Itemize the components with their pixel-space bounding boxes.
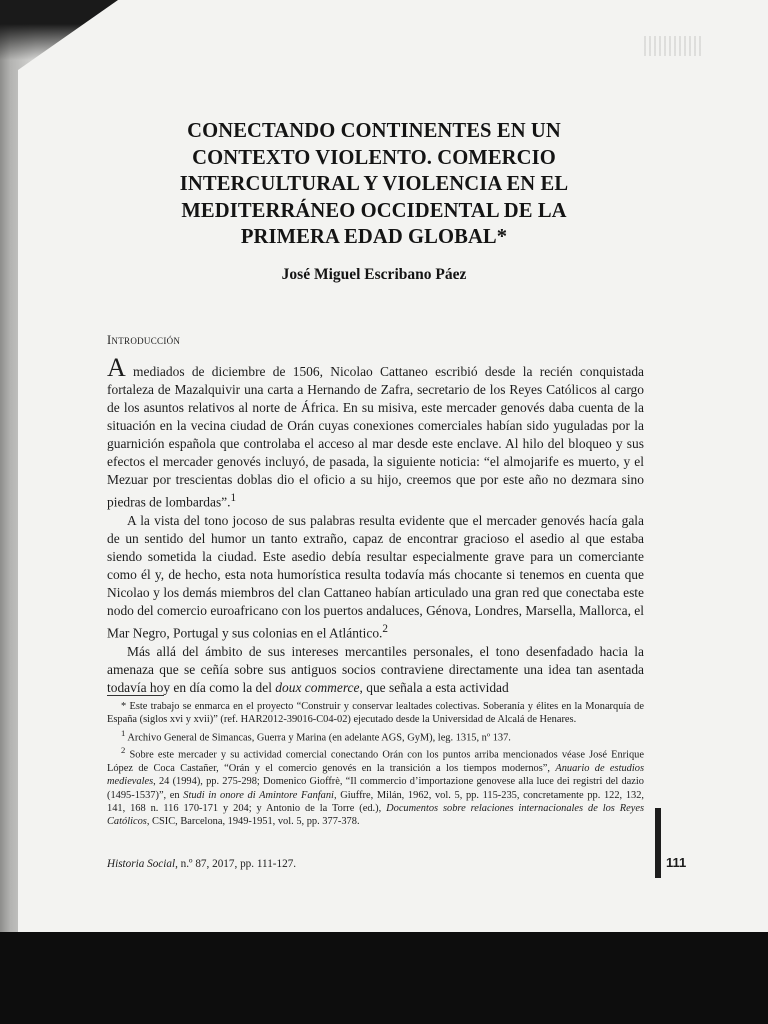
footnote-star: * Este trabajo se enmarca en el proyecto “Construir y conservar lealtades colectivas. Soberanía y élites en la Monarquía de España (siglos xvi y xvii)” (ref. HAR2012-39016-C04-02) ejecutado desde la Universidad de Alcalá de Henares. (107, 701, 644, 726)
footnote-ref-2[interactable]: 2 (382, 623, 389, 636)
article-author: José Miguel Escribano Páez (281, 266, 467, 283)
footnote-1-text: Archivo General de Simancas, Guerra y Marina (en adelante AGS, GyM), leg. 1315, nº 137. (125, 732, 511, 744)
paragraph-1-text: mediados de diciembre de 1506, Nicolao Cattaneo escribió desde la recién conquistada fortaleza de Mazalquivir una carta a Hernando de Zafra, secretario de los Reyes Católicos al cargo de los asuntos relativos al norte de África. En su misiva, este mercader genovés daba cuenta de la situación en la vecina ciudad de Orán cuyas conexiones comerciales habían sido yuguladas por la guarnición española que controlaba el acceso al mar desde este enclave. Al hilo del bloqueo y sus efectos el mercader genovés incluyó, de pasada, la siguiente noticia: “el almojarife es muerto, y el Mezuar por trescientas doblas dio el oficio a su hijo, creemos que por este año no dezmara sino piedras de lombardas”. (107, 364, 644, 510)
journal-name: Historia Social (107, 858, 176, 870)
body-text (107, 353, 644, 697)
drop-cap: A (107, 353, 126, 382)
footnote-2-mark: 2 (121, 745, 126, 756)
article-title: CONECTANDO CONTINENTES EN UN CONTEXTO VIOLENTO. COMERCIO INTERCULTURAL Y VIOLENCIA EN EL MEDITERRÁNEO OCCIDENTAL DE LA PRIMERA EDAD GLOBAL* (179, 120, 569, 248)
paragraph-3-text-b: , que señala a esta actividad (359, 679, 509, 695)
section-heading: Introducción (107, 333, 181, 347)
paragraph-3 (107, 643, 644, 697)
footnote-1 (107, 727, 644, 745)
scanner-bottom-edge (0, 932, 768, 1024)
margin-thumb-bar (655, 808, 661, 878)
footnote-2-text-g: , CSIC, Barcelona, 1949-1951, vol. 5, pp. 377-378. (146, 816, 360, 828)
journal-issue: , n.º 87, 2017, pp. 111-127. (175, 858, 297, 870)
footnote-separator (107, 695, 164, 696)
paragraph-2-text: A la vista del tono jocoso de sus palabras resulta evidente que el mercader genovés hacía gala de un sentido del humor un tanto extraño, capaz de encontrar gracioso el asedio al que estaba siendo sometida la ciudad. Este asedio debía resultar especialmente grave para un comerciante como él y, de hecho, esta nota humorística resulta todavía más chocante si tenemos en cuenta que Nicolao y los demás miembros del clan Cattaneo habían articulado una gran red que conectaba este nodo del comercio euroafricano con los puertos andaluces, Génova, Londres, Marsella, Mallorca, el Mar Negro, Portugal y sus colonias en el Atlántico. (107, 512, 644, 641)
journal-citation (107, 858, 296, 870)
footnote-2-text-a: Sobre este mercader y su actividad comercial conectando Orán con los puntos arriba mencionados véase José Enrique López de Coca Castañer, “Orán y el comercio genovés en la transición a los tiempos modernos”, (107, 749, 644, 775)
paragraph-3-emphasis: doux commerce (275, 679, 360, 695)
paragraph-1 (107, 353, 644, 512)
footnote-ref-1[interactable]: 1 (230, 492, 237, 505)
footnote-2-text-e: , Giuffre, Milán, 1962, vol. 5, pp. 115-235, concretamente pp. 122, 132, 141, 168 n. 116 170-171 y 204; y Antonio de la Torre (ed.), (107, 789, 644, 815)
footnotes (107, 700, 644, 829)
footnote-2-text-c: , 24 (1994), pp. 275-298; Domenico Gioffrè, “Il commercio d’importazione genovese alla luce dei registri del dazio (1495-1537)”, en (107, 776, 644, 801)
footnote-2-book: Studi in onore di Amintore Fanfani (183, 789, 334, 801)
footnote-2 (107, 744, 644, 828)
footnote-2-collection: Documentos sobre relaciones internacionales de los Reyes Católicos (107, 803, 644, 828)
scan-noise (644, 36, 704, 56)
page-number: 111 (666, 855, 687, 870)
footnote-2-journal: Anuario de estudios medievales (107, 763, 644, 788)
footnote-1-mark: 1 (121, 727, 126, 738)
paragraph-2 (107, 512, 644, 643)
paragraph-3-text-a: Más allá del ámbito de sus intereses mercantiles personales, el tono desenfadado hacia la amenaza que se ceñía sobre sus antiguos socios contraviene directamente una idea tan asentada todavía hoy en día como la del (107, 643, 644, 695)
